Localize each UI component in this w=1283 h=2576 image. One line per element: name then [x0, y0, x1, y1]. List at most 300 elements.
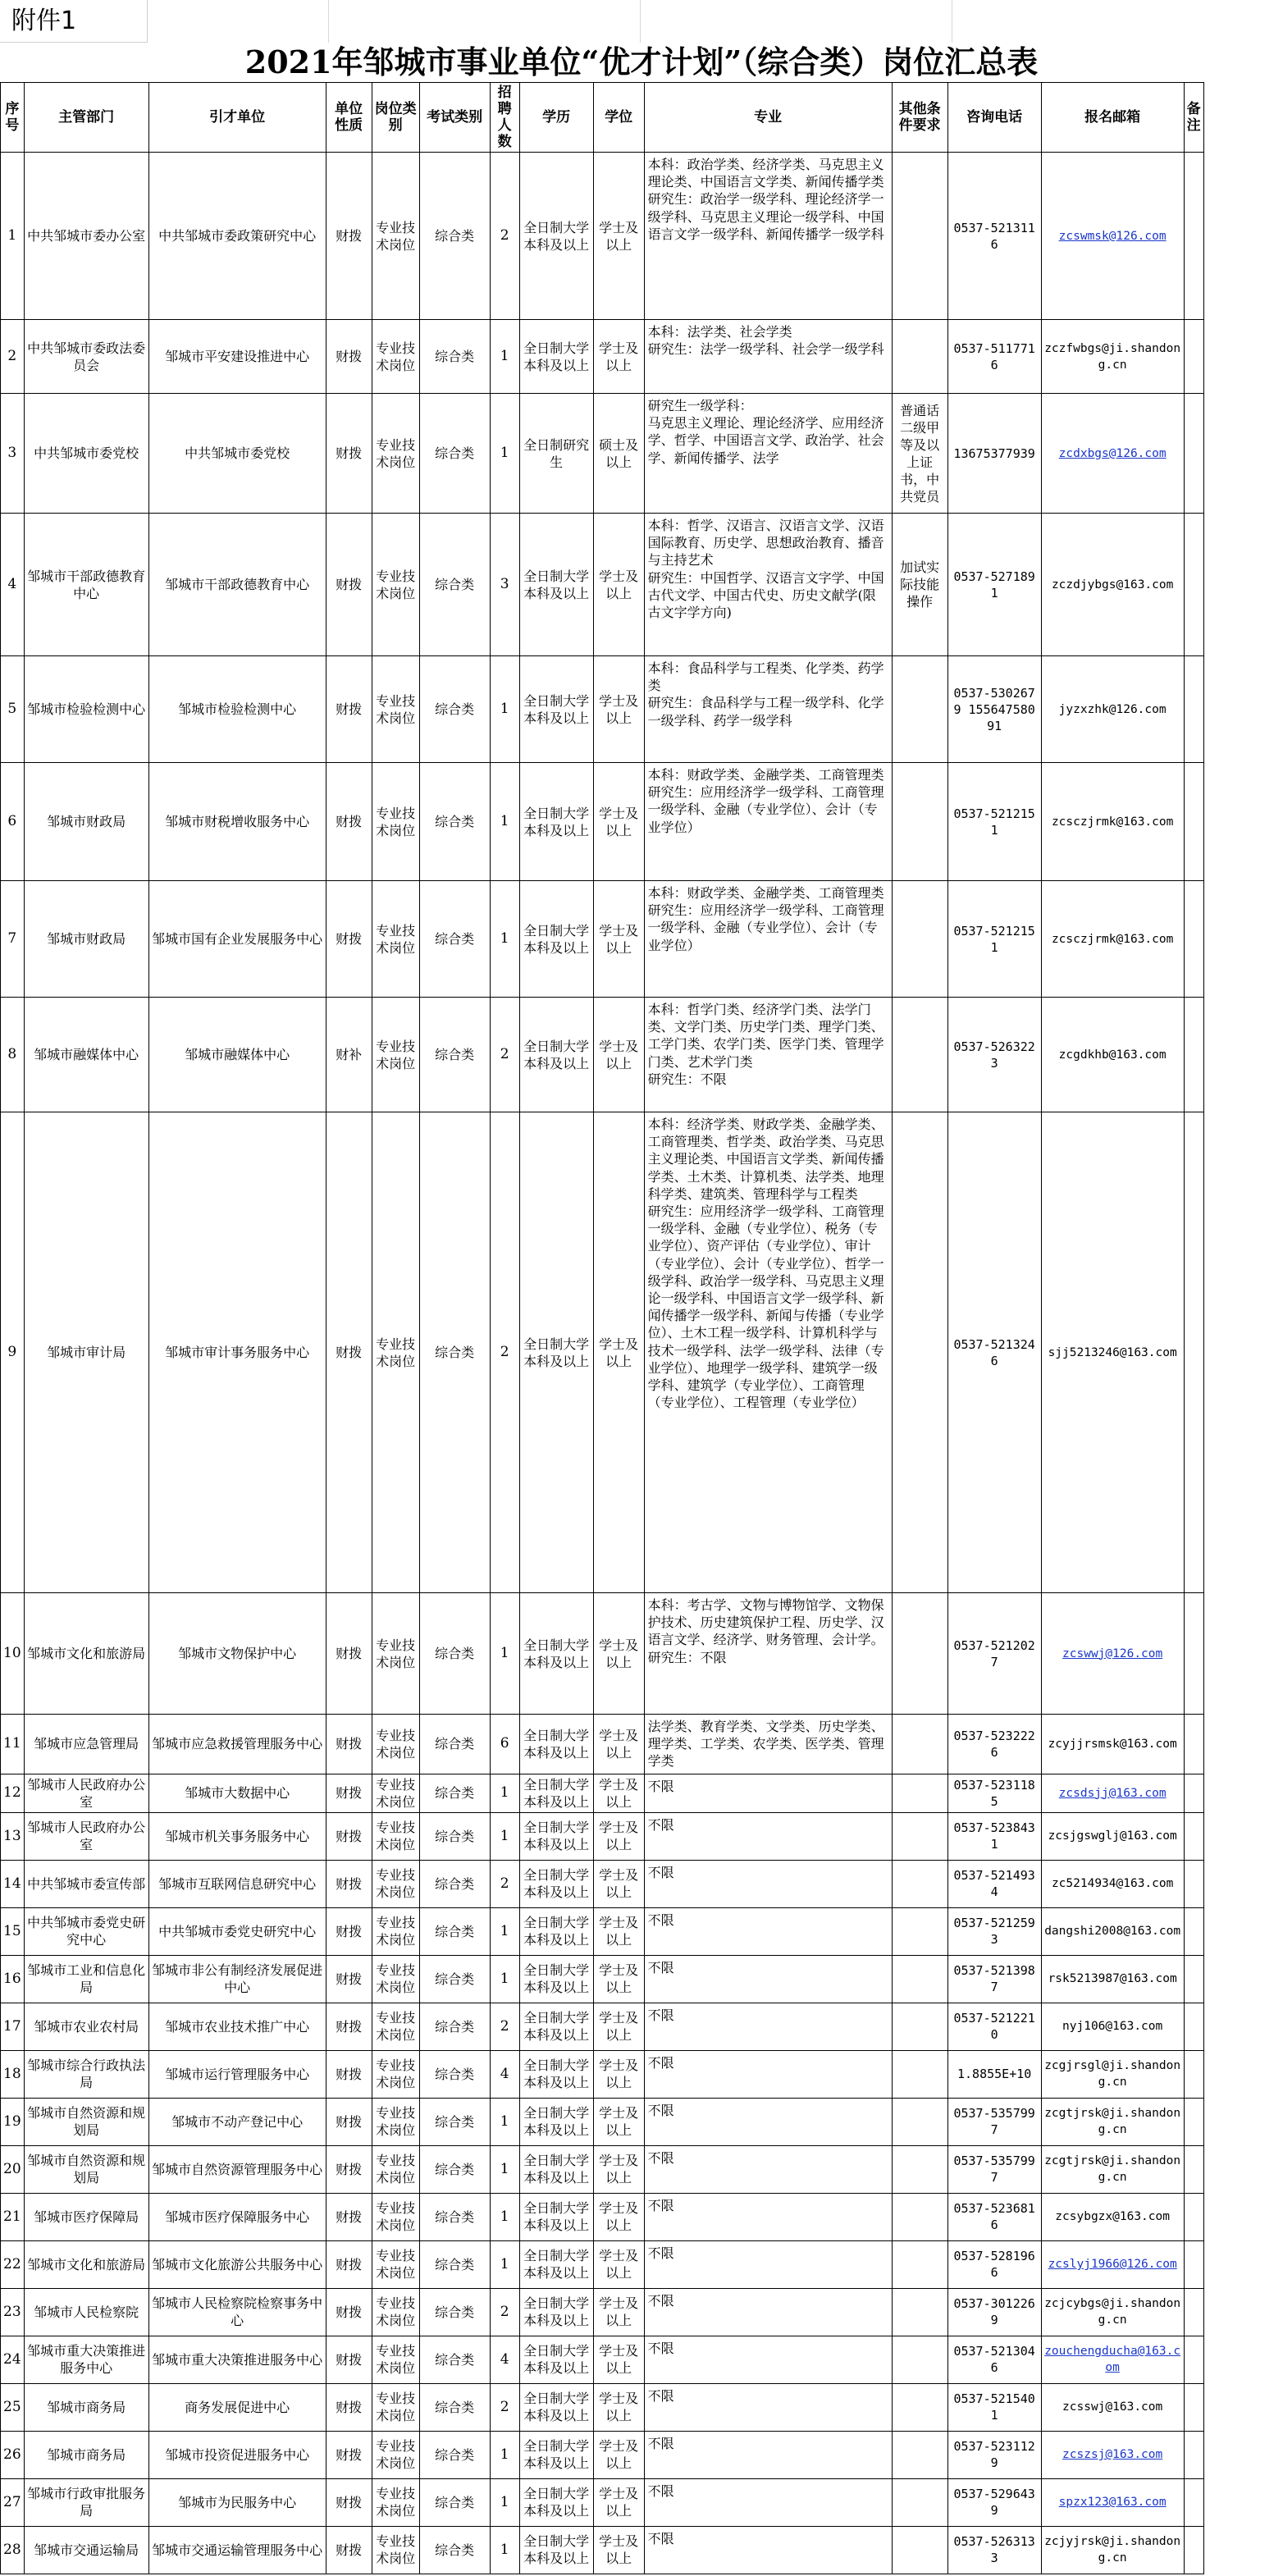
nature-cell-text: 财拨: [336, 2351, 363, 2368]
phone-cell-text: 0537-5212027: [953, 1637, 1035, 1669]
count-cell-text: 1: [500, 1970, 509, 1987]
degree-cell: [593, 320, 644, 394]
dept-cell-text: 邹城市自然资源和规划局: [27, 2105, 146, 2139]
nature-cell-text: 财拨: [336, 2446, 363, 2463]
table-row: [1, 2526, 1204, 2574]
major-cell: [644, 2383, 892, 2431]
count-cell: [490, 394, 519, 514]
post-cell: [372, 1112, 419, 1593]
post-cell: [372, 2003, 419, 2050]
edu-cell: [519, 394, 593, 514]
note-cell: [1184, 656, 1203, 763]
post-cell: [372, 153, 419, 320]
major-cell-text: 不限: [647, 2054, 674, 2071]
unit-cell-text: 邹城市医疗保障服务中心: [165, 2208, 310, 2225]
unit-cell: [148, 656, 326, 763]
exam-cell: [419, 1715, 490, 1774]
count-cell-text: 2: [500, 1875, 509, 1892]
unit-cell: [148, 1112, 326, 1593]
phone-cell: [947, 2288, 1041, 2336]
post-cell: [372, 763, 419, 881]
count-cell-text: 2: [500, 1046, 509, 1062]
post-cell: [372, 2288, 419, 2336]
post-cell-text: 专业技术岗位: [376, 2391, 416, 2424]
edu-cell: [519, 2336, 593, 2383]
post-cell: [372, 320, 419, 394]
degree-cell: [593, 1715, 644, 1774]
table-row: [1, 2336, 1204, 2383]
dept-cell-text: 邹城市财政局: [47, 814, 126, 829]
email-text: zcsczjrmk@163.com: [1051, 815, 1174, 829]
email-cell: [1041, 2336, 1184, 2383]
exam-cell: [419, 763, 490, 881]
major-cell: [644, 1715, 892, 1774]
email-text: zczfwbgs@ji.shandong.cn: [1044, 341, 1181, 372]
phone-cell: [947, 2383, 1041, 2431]
row-number-text: 7: [7, 930, 17, 947]
nature-cell-text: 财拨: [336, 2542, 363, 2558]
nature-cell: [326, 2383, 372, 2431]
degree-cell-text: 学士及以上: [599, 2391, 639, 2424]
phone-cell: [947, 998, 1041, 1112]
unit-cell-text: 邹城市农业技术推广中心: [165, 2018, 310, 2035]
degree-cell-text: 学士及以上: [599, 1820, 639, 1853]
post-cell-text: 专业技术岗位: [376, 1727, 416, 1761]
dept-cell-text: 中共邹城市委党史研究中心: [27, 1915, 146, 1948]
edu-cell-text: 全日制大学本科及以上: [523, 1820, 590, 1853]
post-cell: [372, 514, 419, 656]
nature-cell-text: 财拨: [336, 2113, 363, 2130]
nature-cell-text: 财拨: [336, 2161, 363, 2177]
dept-cell: [24, 2336, 148, 2383]
exam-cell-text: 综合类: [435, 1785, 475, 1802]
nature-cell-text: 财拨: [336, 228, 363, 244]
count-cell: [490, 656, 519, 763]
dept-cell: [24, 2145, 148, 2193]
exam-cell-text: 综合类: [435, 1345, 475, 1360]
nature-cell: [326, 1812, 372, 1860]
degree-cell: [593, 2431, 644, 2478]
email-text: zcgtjrsk@ji.shandong.cn: [1044, 2107, 1181, 2137]
row-number-text: 8: [7, 1046, 17, 1062]
email-text: zcsjgswglj@163.com: [1048, 1829, 1177, 1843]
note-cell: [1184, 1812, 1203, 1860]
note-cell: [1184, 998, 1203, 1112]
major-cell-text: 不限: [647, 2482, 674, 2499]
phone-cell-text: 0537-5357997: [953, 2106, 1035, 2138]
degree-cell: [593, 2336, 644, 2383]
email-text[interactable]: spzx123@163.com: [1058, 2496, 1167, 2510]
table-row: [1, 153, 1204, 320]
edu-cell: [519, 1955, 593, 2003]
other-cell: [892, 2240, 947, 2288]
unit-cell-text: 邹城市机关事务服务中心: [165, 1828, 310, 1844]
table-row: [1, 2383, 1204, 2431]
header-post: 岗位类别: [372, 83, 419, 153]
email-text: zc5214934@163.com: [1051, 1877, 1174, 1891]
dept-cell-text: 中共邹城市委党校: [34, 445, 139, 461]
nature-cell-text: 财拨: [336, 349, 363, 364]
unit-cell: [148, 2526, 326, 2574]
major-cell-text: 不限: [647, 1816, 674, 1833]
note-cell: [1184, 2383, 1203, 2431]
row-number: [1, 998, 25, 1112]
email-cell: [1041, 153, 1184, 320]
nature-cell: [326, 1860, 372, 1907]
phone-cell: [947, 2526, 1041, 2574]
exam-cell: [419, 656, 490, 763]
unit-cell-text: 邹城市交通运输管理服务中心: [152, 2542, 323, 2558]
dept-cell-text: 邹城市人民政府办公室: [27, 1776, 146, 1810]
page-title: 2021年邹城市事业单位“优才计划”（综合类）岗位汇总表: [244, 43, 1039, 80]
unit-cell: [148, 2240, 326, 2288]
note-cell: [1184, 763, 1203, 881]
major-cell-text: 不限: [647, 1959, 674, 1975]
email-cell: [1041, 1955, 1184, 2003]
post-cell-text: 专业技术岗位: [376, 922, 416, 956]
edu-cell: [519, 2145, 593, 2193]
dept-cell-text: 邹城市人民检察院: [34, 2304, 139, 2320]
other-cell: [892, 763, 947, 881]
dept-cell-text: 邹城市检验检测中心: [27, 701, 146, 717]
dept-cell-text: 邹城市文化和旅游局: [27, 1646, 146, 1661]
exam-cell: [419, 1112, 490, 1593]
phone-cell-text: 0537-5236816: [953, 2201, 1035, 2233]
post-cell-text: 专业技术岗位: [376, 2343, 416, 2377]
phone-cell-text: 0537-5302679 15564758091: [953, 685, 1035, 733]
email-text: zcyjjrsmsk@163.com: [1048, 1737, 1177, 1751]
nature-cell-text: 财拨: [336, 1875, 363, 1892]
exam-cell: [419, 2193, 490, 2240]
unit-cell: [148, 1955, 326, 2003]
phone-cell-text: 0537-5215401: [953, 2391, 1035, 2423]
email-text[interactable]: zcswwj@126.com: [1062, 1647, 1163, 1660]
row-number-text: 15: [3, 1922, 21, 1939]
email-cell: [1041, 2431, 1184, 2478]
post-cell-text: 专业技术岗位: [376, 805, 416, 838]
edu-cell-text: 全日制大学本科及以上: [523, 2438, 590, 2472]
nature-cell: [326, 2098, 372, 2145]
email-cell: [1041, 2240, 1184, 2288]
nature-cell: [326, 2431, 372, 2478]
nature-cell-text: 财补: [336, 1047, 363, 1062]
count-cell: [490, 763, 519, 881]
phone-cell-text: 0537-5231129: [953, 2439, 1035, 2471]
degree-cell-text: 学士及以上: [599, 805, 639, 838]
major-cell-text: 本科：食品科学与工程类、化学类、药学类 研究生：食品科学与工程一级学科、化学一级学科、药学一级学科: [647, 660, 884, 728]
post-cell: [372, 656, 419, 763]
edu-cell: [519, 2383, 593, 2431]
unit-cell-text: 邹城市审计事务服务中心: [165, 1345, 310, 1360]
note-cell: [1184, 1112, 1203, 1593]
exam-cell-text: 综合类: [435, 2399, 475, 2415]
row-number: [1, 1812, 25, 1860]
unit-cell-text: 邹城市融媒体中心: [185, 1047, 290, 1062]
exam-cell: [419, 998, 490, 1112]
row-number: [1, 1955, 25, 2003]
edu-cell: [519, 2240, 593, 2288]
major-cell: [644, 2145, 892, 2193]
edu-cell: [519, 1907, 593, 1955]
edu-cell-text: 全日制研究生: [523, 436, 590, 470]
phone-cell: [947, 2431, 1041, 2478]
header-other: 其他条件要求: [892, 83, 947, 153]
count-cell-text: 1: [500, 2493, 509, 2510]
row-number: [1, 514, 25, 656]
nature-cell: [326, 656, 372, 763]
note-cell: [1184, 1955, 1203, 2003]
note-cell: [1184, 153, 1203, 320]
phone-cell-text: 0537-5263133: [953, 2534, 1035, 2566]
phone-cell: [947, 2336, 1041, 2383]
degree-cell-text: 学士及以上: [599, 1962, 639, 1996]
note-cell: [1184, 2478, 1203, 2526]
row-number-text: 16: [3, 1970, 21, 1987]
dept-cell: [24, 1907, 148, 1955]
degree-cell-text: 学士及以上: [599, 692, 639, 726]
exam-cell-text: 综合类: [435, 2256, 475, 2272]
dept-cell: [24, 1812, 148, 1860]
row-number-text: 20: [3, 2160, 21, 2177]
degree-cell-text: 学士及以上: [599, 2343, 639, 2377]
degree-cell-text: 学士及以上: [599, 1776, 639, 1810]
row-number: [1, 2336, 25, 2383]
post-cell-text: 专业技术岗位: [376, 340, 416, 373]
degree-cell-text: 学士及以上: [599, 2058, 639, 2091]
row-number-text: 19: [3, 2112, 21, 2130]
dept-cell-text: 邹城市财政局: [47, 931, 126, 947]
row-number: [1, 763, 25, 881]
note-cell: [1184, 320, 1203, 394]
nature-cell: [326, 2145, 372, 2193]
row-number: [1, 2526, 25, 2574]
email-text: sjj5213246@163.com: [1048, 1345, 1177, 1359]
nature-cell-text: 财拨: [336, 577, 363, 592]
dept-cell-text: 邹城市商务局: [47, 2446, 126, 2463]
major-cell: [644, 2003, 892, 2050]
count-cell-text: 1: [500, 1827, 509, 1844]
post-cell: [372, 1955, 419, 2003]
header-email: 报名邮箱: [1041, 83, 1184, 153]
email-text[interactable]: zcdxbgs@126.com: [1058, 446, 1167, 460]
table-row: [1, 1715, 1204, 1774]
sheet-gridline: [640, 0, 641, 43]
unit-cell: [148, 2383, 326, 2431]
degree-cell: [593, 1812, 644, 1860]
row-number-text: 13: [3, 1827, 21, 1844]
nature-cell: [326, 1715, 372, 1774]
post-cell: [372, 2526, 419, 2574]
email-text[interactable]: zcswmsk@126.com: [1058, 229, 1167, 243]
post-cell-text: 专业技术岗位: [376, 692, 416, 726]
nature-cell: [326, 1907, 372, 1955]
exam-cell-text: 综合类: [435, 1047, 475, 1062]
edu-cell: [519, 2478, 593, 2526]
note-cell: [1184, 514, 1203, 656]
degree-cell: [593, 2193, 644, 2240]
count-cell: [490, 1774, 519, 1812]
header-dept: 主管部门: [24, 83, 148, 153]
count-cell: [490, 2478, 519, 2526]
note-cell: [1184, 1593, 1203, 1715]
header-no: 序号: [1, 83, 25, 153]
email-text[interactable]: zouchengducha@163.com: [1044, 2345, 1181, 2375]
major-cell-text: 不限: [647, 2292, 674, 2309]
unit-cell: [148, 2098, 326, 2145]
other-cell: [892, 1860, 947, 1907]
count-cell-text: 1: [500, 2160, 509, 2177]
degree-cell-text: 学士及以上: [599, 1336, 639, 1369]
row-number: [1, 2240, 25, 2288]
count-cell: [490, 2193, 519, 2240]
post-cell: [372, 2240, 419, 2288]
nature-cell-text: 财拨: [336, 1785, 363, 1802]
post-cell-text: 专业技术岗位: [376, 2295, 416, 2329]
dept-cell-text: 邹城市应急管理局: [34, 1736, 139, 1752]
note-cell: [1184, 2193, 1203, 2240]
major-cell: [644, 998, 892, 1112]
major-cell-text: 不限: [647, 2245, 674, 2261]
major-cell-text: 不限: [647, 2197, 674, 2213]
degree-cell: [593, 153, 644, 320]
major-cell-text: 不限: [647, 2435, 674, 2451]
exam-cell-text: 综合类: [435, 1828, 475, 1844]
dept-cell: [24, 2240, 148, 2288]
nature-cell-text: 财拨: [336, 445, 363, 461]
exam-cell: [419, 2050, 490, 2098]
count-cell: [490, 2288, 519, 2336]
row-number: [1, 1774, 25, 1812]
table-row: [1, 2431, 1204, 2478]
email-text[interactable]: zcsdsjj@163.com: [1058, 1786, 1167, 1800]
table-row: [1, 1907, 1204, 1955]
dept-cell-text: 邹城市交通运输局: [34, 2542, 139, 2558]
other-cell-text: 普通话二级甲等及以上证书，中共党员: [900, 402, 940, 505]
email-cell: [1041, 1860, 1184, 1907]
exam-cell: [419, 1774, 490, 1812]
row-number-text: 11: [3, 1735, 21, 1752]
nature-cell-text: 财拨: [336, 1971, 363, 1987]
degree-cell: [593, 1112, 644, 1593]
phone-cell: [947, 2478, 1041, 2526]
nature-cell: [326, 320, 372, 394]
count-cell: [490, 1955, 519, 2003]
phone-cell: [947, 153, 1041, 320]
count-cell: [490, 2336, 519, 2383]
phone-cell-text: 0537-5214934: [953, 1868, 1035, 1900]
edu-cell: [519, 2098, 593, 2145]
count-cell: [490, 1860, 519, 1907]
edu-cell-text: 全日制大学本科及以上: [523, 922, 590, 956]
exam-cell-text: 综合类: [435, 2446, 475, 2463]
edu-cell-text: 全日制大学本科及以上: [523, 1867, 590, 1901]
nature-cell-text: 财拨: [336, 814, 363, 829]
major-cell-text: 不限: [647, 1778, 674, 1794]
count-cell-text: 3: [500, 576, 509, 592]
nature-cell: [326, 1593, 372, 1715]
degree-cell-text: 学士及以上: [599, 2248, 639, 2281]
edu-cell: [519, 1112, 593, 1593]
note-cell: [1184, 1907, 1203, 1955]
major-cell-text: 本科：经济学类、财政学类、金融学类、工商管理类、哲学类、政治学类、马克思主义理论类、中国语言文学类、新闻传播学类、土木类、计算机类、法学类、地理科学类、建筑类、管理科学与工程类 研究生：应用经济学一级学科、工商管理一级学科、金融（专业学位）、税务（专业学位）、资产评估（专业学位）、审计（专业学位）、会计（专业学位）、哲学一级学科、政治学一级学科、马克思主义理论一级学科、中国语言文学一级学科、新闻传播学一级学科、新闻与传播（专业学位）、土木工程一级学科、计算机科学与技术一级学科、法学一级学科、法律（专业学位）、地理学一级学科、建筑学一级学科、建筑学（专业学位）、工商管理（专业学位）、工程管理（专业学位）: [647, 1117, 884, 1411]
degree-cell-text: 学士及以上: [599, 2295, 639, 2329]
unit-cell: [148, 1715, 326, 1774]
other-cell: [892, 2431, 947, 2478]
email-text: zcgdkhb@163.com: [1058, 1048, 1167, 1062]
edu-cell: [519, 320, 593, 394]
phone-cell-text: 0537-5281966: [953, 2249, 1035, 2281]
dept-cell: [24, 1593, 148, 1715]
exam-cell-text: 综合类: [435, 931, 475, 947]
major-cell-text: 本科：财政学类、金融学类、工商管理类 研究生：应用经济学一级学科、工商管理一级学科、金融（专业学位）、会计（专业学位）: [647, 767, 884, 835]
dept-cell-text: 邹城市医疗保障局: [34, 2208, 139, 2225]
nature-cell-text: 财拨: [336, 2494, 363, 2510]
nature-cell: [326, 763, 372, 881]
exam-cell: [419, 2003, 490, 2050]
other-cell: [892, 2193, 947, 2240]
major-cell-text: 本科：哲学、汉语言、汉语言文学、汉语国际教育、历史学、思想政治教育、播音与主持艺术 研究生：中国哲学、汉语言文字学、中国古代文学、中国古代史、历史文献学(限古文字学方向): [647, 518, 884, 621]
header-phone: 咨询电话: [947, 83, 1041, 153]
count-cell: [490, 1812, 519, 1860]
count-cell-text: 1: [500, 813, 509, 829]
email-text[interactable]: zcslyj1966@126.com: [1048, 2258, 1177, 2272]
edu-cell-text: 全日制大学本科及以上: [523, 1727, 590, 1761]
major-cell: [644, 1907, 892, 1955]
exam-cell: [419, 1907, 490, 1955]
dept-cell: [24, 2193, 148, 2240]
dept-cell: [24, 2003, 148, 2050]
row-number-text: 1: [7, 227, 17, 244]
edu-cell: [519, 1774, 593, 1812]
exam-cell-text: 综合类: [435, 701, 475, 717]
other-cell: [892, 153, 947, 320]
exam-cell: [419, 2098, 490, 2145]
exam-cell: [419, 2383, 490, 2431]
major-cell: [644, 2336, 892, 2383]
exam-cell-text: 综合类: [435, 2542, 475, 2558]
edu-cell-text: 全日制大学本科及以上: [523, 1915, 590, 1948]
exam-cell: [419, 2478, 490, 2526]
exam-cell-text: 综合类: [435, 2494, 475, 2510]
phone-cell-text: 0537-5238431: [953, 1820, 1035, 1852]
exam-cell-text: 综合类: [435, 1646, 475, 1661]
major-cell-text: 不限: [647, 2149, 674, 2166]
email-text: zcsczjrmk@163.com: [1051, 932, 1174, 946]
email-cell: [1041, 2478, 1184, 2526]
email-text[interactable]: zcszsj@163.com: [1062, 2448, 1163, 2462]
unit-cell: [148, 2003, 326, 2050]
nature-cell: [326, 2193, 372, 2240]
table-row: [1, 1774, 1204, 1812]
major-cell-text: 本科：政治学类、经济学类、马克思主义理论类、中国语言文学类、新闻传播学类 研究生：政治学一级学科、理论经济学一级学科、马克思主义理论一级学科、中国语言文学一级学科、新闻传播学一级学科: [647, 157, 884, 242]
row-number-text: 28: [3, 2541, 21, 2558]
edu-cell-text: 全日制大学本科及以上: [523, 1038, 590, 1071]
degree-cell-text: 学士及以上: [599, 1038, 639, 1071]
phone-cell: [947, 1715, 1041, 1774]
table-row: [1, 2050, 1204, 2098]
exam-cell-text: 综合类: [435, 2113, 475, 2130]
unit-cell-text: 邹城市运行管理服务中心: [165, 2066, 310, 2082]
row-number: [1, 2050, 25, 2098]
other-cell: [892, 394, 947, 514]
dept-cell-text: 邹城市融媒体中心: [34, 1047, 139, 1062]
row-number: [1, 320, 25, 394]
edu-cell: [519, 1593, 593, 1715]
email-cell: [1041, 998, 1184, 1112]
degree-cell: [593, 514, 644, 656]
count-cell-text: 1: [500, 1784, 509, 1802]
row-number: [1, 2145, 25, 2193]
